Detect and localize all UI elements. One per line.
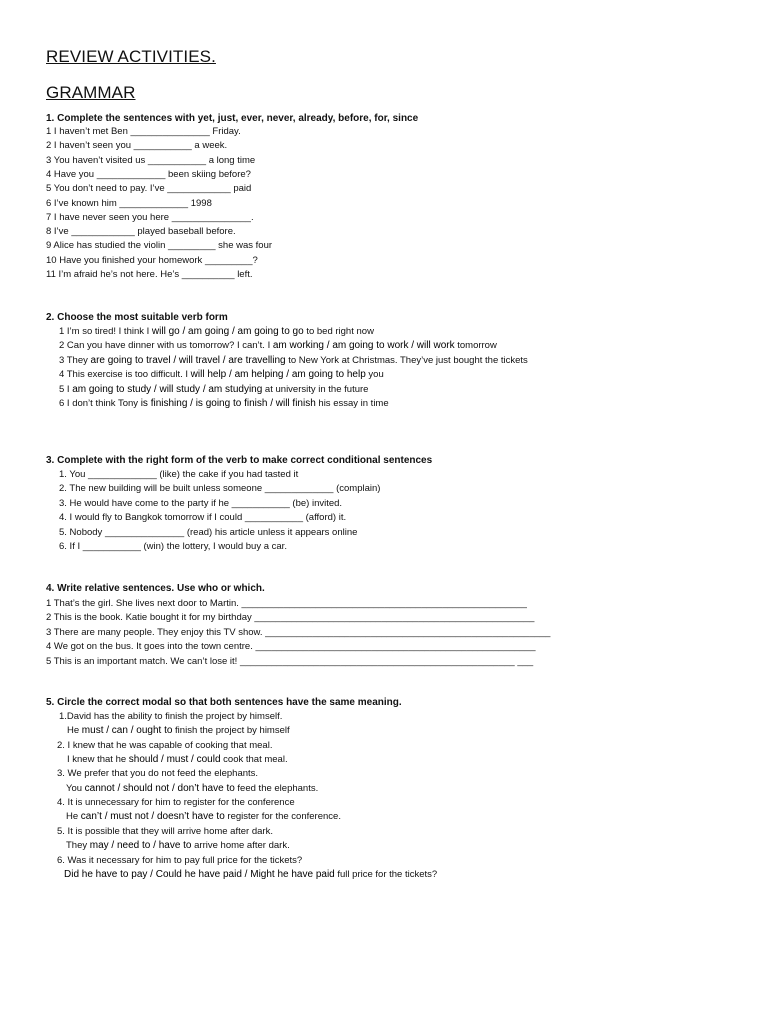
sentence-item: 5 This is an important match. We can’t lose it! ____________________________________________________ ___: [46, 655, 534, 667]
sentence-item: [57, 854, 302, 867]
sentence-item: [59, 354, 528, 367]
answer-options[interactable]: Did he have to pay / Could he have paid / Might he have paid: [64, 868, 335, 880]
exercise-2-title: 2. Choose the most suitable verb form: [46, 312, 228, 323]
sentence-text: 4 This exercise is too difficult. I: [59, 369, 191, 381]
sentence-text: They: [66, 840, 90, 852]
sentence-item: [59, 368, 384, 381]
sentence-text: 1 I’m so tired! I think I: [59, 326, 152, 337]
sentence-item: 5. Nobody _______________ (read) his article unless it appears online: [59, 526, 358, 538]
sentence-item: [57, 767, 258, 780]
sentence-item: [64, 868, 437, 881]
sentence-item: [59, 339, 497, 352]
sentence-item: 3 There are many people. They enjoy this TV show. ______________________________________________________: [46, 626, 551, 638]
sentence-item: [66, 839, 290, 852]
exercise-4-title: 4. Write relative sentences. Use who or which.: [46, 583, 265, 594]
exercise-1-title: 1. Complete the sentences with yet, just, ever, never, already, before, for, since: [46, 113, 419, 124]
sentence-item: 1 I haven’t met Ben _______________ Friday.: [46, 126, 241, 137]
exercise-5-title: 5. Circle the correct modal so that both sentences have the same meaning.: [46, 697, 402, 708]
sentence-text: 2 Can you have dinner with us tomorrow? I can’t. I: [59, 340, 273, 352]
section-heading-grammar: GRAMMAR: [46, 83, 136, 102]
sentence-text: 4. It is unnecessary for him to register for the conference: [57, 797, 295, 809]
answer-options[interactable]: should / must / could: [128, 754, 221, 766]
exercise-3-title: 3. Complete with the right form of the verb to make correct conditional sentences: [46, 455, 433, 466]
sentence-text: his essay in time: [315, 398, 389, 409]
sentence-item: 6. If I ___________ (win) the lottery, I would buy a car.: [59, 541, 287, 552]
answer-options[interactable]: are going to travel / will travel / are travelling: [90, 354, 286, 366]
answer-options[interactable]: will help / am helping / am going to help: [190, 369, 366, 381]
sentence-item: 4 We got on the bus. It goes into the town centre. _____________________________________________________: [46, 641, 536, 653]
sentence-text: He: [67, 725, 82, 737]
sentence-text: 5 I: [59, 383, 73, 395]
sentence-text: 5. It is possible that they will arrive home after dark.: [57, 825, 273, 837]
sentence-item: 3. He would have come to the party if he ___________ (be) invited.: [59, 497, 343, 509]
sentence-item: 3 You haven’t visited us ___________ a long time: [46, 154, 256, 166]
sentence-item: 8 I’ve ____________ played baseball before.: [46, 226, 236, 238]
page-title: REVIEW ACTIVITIES.: [46, 47, 216, 66]
sentence-text: register for the conference.: [224, 811, 341, 823]
sentence-text: feed the elephants.: [234, 782, 319, 794]
sentence-text: finish the project by himself: [172, 725, 290, 737]
sentence-text: full price for the tickets?: [334, 868, 438, 880]
sentence-item: 2 This is the book. Katie bought it for my birthday _____________________________________________________: [46, 612, 535, 624]
sentence-item: 5 You don’t need to pay. I’ve ____________ paid: [46, 183, 252, 195]
answer-options[interactable]: can’t / must not / doesn’t have to: [80, 811, 225, 823]
sentence-item: 10 Have you finished your homework _________?: [46, 254, 258, 266]
sentence-text: you: [365, 369, 384, 381]
answer-options[interactable]: am going to study / will study / am studying: [72, 383, 263, 395]
sentence-item: 1. You _____________ (like) the cake if you had tasted it: [59, 469, 299, 480]
sentence-item: 2 I haven’t seen you ___________ a week.: [46, 140, 228, 152]
sentence-item: [59, 397, 389, 410]
sentence-item: 4 Have you _____________ been skiing before?: [46, 168, 251, 180]
sentence-text: 6 I don’t think Tony: [59, 398, 141, 409]
answer-options[interactable]: may / need to / have to: [89, 840, 192, 852]
sentence-text: You: [66, 782, 85, 794]
sentence-item: [66, 810, 341, 823]
sentence-item: [66, 782, 318, 795]
sentence-item: 11 I’m afraid he’s not here. He’s __________ left.: [46, 269, 253, 280]
sentence-text: 1.David has the ability to finish the project by himself.: [59, 711, 283, 722]
answer-options[interactable]: is finishing / is going to finish / will finish: [140, 398, 316, 409]
sentence-text: to New York at Christmas. They’ve just bought the tickets: [285, 354, 528, 366]
sentence-text: at university in the future: [262, 383, 369, 395]
sentence-item: [67, 724, 290, 737]
sentence-item: 6 I’ve known him _____________ 1998: [46, 197, 212, 209]
sentence-text: 6. Was it necessary for him to pay full price for the tickets?: [57, 854, 303, 866]
answer-options[interactable]: cannot / should not / don’t have to: [84, 782, 235, 794]
sentence-item: [57, 796, 295, 809]
sentence-text: tomorrow: [454, 340, 497, 352]
sentence-item: 9 Alice has studied the violin _________ she was four: [46, 240, 273, 252]
sentence-item: 4. I would fly to Bangkok tomorrow if I could ___________ (afford) it.: [59, 512, 347, 524]
sentence-text: 3. We prefer that you do not feed the elephants.: [57, 768, 259, 780]
sentence-text: cook that meal.: [220, 754, 288, 766]
sentence-text: 3 They: [59, 354, 91, 366]
sentence-item: [57, 739, 272, 752]
sentence-item: [59, 325, 374, 338]
answer-options[interactable]: must / can / ought to: [81, 725, 173, 737]
sentence-text: 2. I knew that he was capable of cooking that meal.: [57, 739, 273, 751]
sentence-text: arrive home after dark.: [191, 840, 290, 852]
answer-options[interactable]: will go / am going / am going to go: [151, 326, 304, 337]
answer-options[interactable]: am working / am going to work / will work: [272, 340, 455, 352]
sentence-item: 7 I have never seen you here _______________.: [46, 211, 254, 223]
sentence-item: [57, 825, 273, 838]
sentence-item: [59, 383, 368, 396]
sentence-item: 1 That’s the girl. She lives next door to Martin. ______________________________________________________: [46, 598, 527, 609]
sentence-text: He: [66, 811, 81, 823]
sentence-text: to bed right now: [303, 326, 374, 337]
sentence-text: I knew that he: [67, 754, 129, 766]
sentence-item: [59, 710, 282, 723]
sentence-item: 2. The new building will be built unless someone _____________ (complain): [59, 483, 381, 495]
sentence-item: [67, 753, 288, 766]
